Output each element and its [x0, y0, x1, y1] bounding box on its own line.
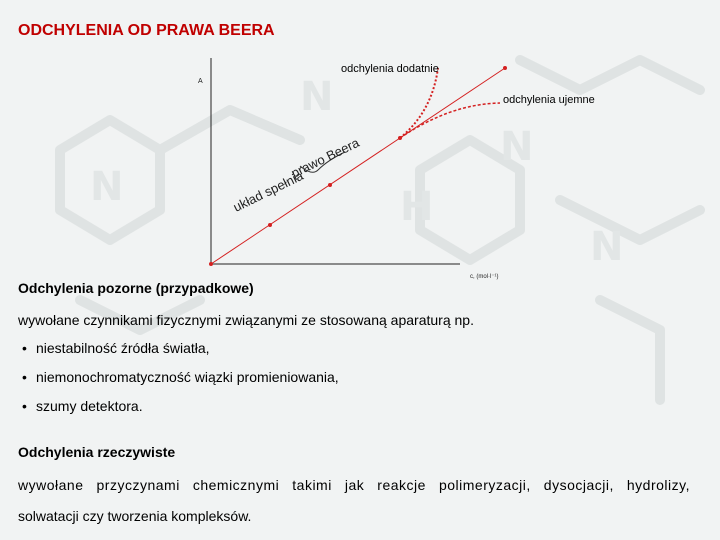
- data-point: [328, 183, 332, 187]
- negative-deviation-curve: [400, 103, 500, 138]
- real-deviations-line-2: solwatacji czy tworzenia kompleksów.: [18, 508, 252, 524]
- svg-text:H: H: [400, 184, 434, 230]
- svg-text:N: N: [90, 164, 124, 210]
- data-point: [209, 262, 213, 266]
- svg-text:N: N: [500, 124, 534, 170]
- apparent-deviations-list: [22, 340, 339, 427]
- list-item: • szumy detektora.: [22, 398, 339, 427]
- slide-title: ODCHYLENIA OD PRAWA BEERA: [18, 22, 275, 39]
- x-axis-label: c, (mol·l⁻¹): [470, 274, 499, 280]
- real-deviations-heading: Odchylenia rzeczywiste: [18, 444, 176, 460]
- svg-text:N: N: [300, 74, 334, 120]
- positive-deviation-curve: [400, 68, 438, 138]
- apparent-deviations-intro: wywołane czynnikami fizycznymi związanymi ze stosowaną aparaturą np.: [18, 312, 474, 328]
- positive-deviation-label: odchylenia dodatnie: [341, 63, 439, 75]
- law-label-upper: prawo Beera: [288, 134, 362, 181]
- list-item: • niemonochromatyczność wiązki promieniowania,: [22, 369, 339, 398]
- data-point: [268, 223, 272, 227]
- y-axis-symbol: A: [198, 78, 203, 85]
- apparent-deviations-heading: Odchylenia pozorne (przypadkowe): [18, 280, 254, 296]
- beer-law-line: [211, 68, 505, 264]
- law-label-lower: układ spełnia: [230, 167, 306, 215]
- data-point: [503, 66, 507, 70]
- svg-text:N: N: [590, 224, 624, 270]
- negative-deviation-label: odchylenia ujemne: [503, 94, 595, 106]
- real-deviations-line-1: wywołane przyczynami chemicznymi takimi jak reakcje polimeryzacji, dysocjacji, hydrolizy,: [18, 477, 690, 493]
- list-item: • niestabilność źródła światła,: [22, 340, 339, 369]
